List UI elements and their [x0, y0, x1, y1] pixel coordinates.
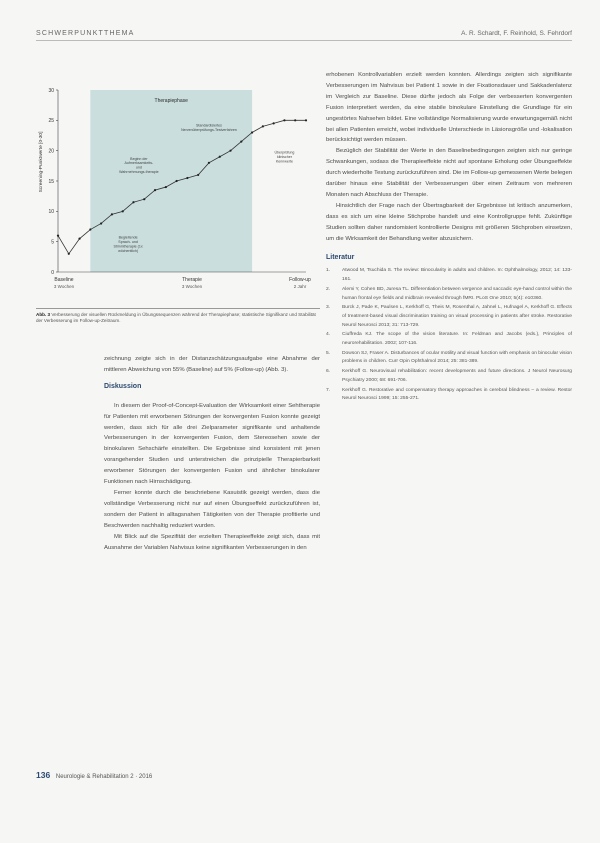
section-header: SCHWERPUNKTTHEMA: [36, 30, 135, 37]
data-point: [143, 198, 145, 200]
data-point: [294, 119, 296, 121]
figure-divider: [36, 308, 320, 309]
y-tick-label: 25: [48, 118, 54, 125]
chart-svg: [36, 82, 320, 300]
page-number: 136: [36, 770, 51, 780]
reference-item: 4. Ciuffreda KJ. The scope of the vision literature. In: Feldman and Jacobs (eds.), Principles of neurorehabilitation. 2002; 107-116.: [326, 332, 572, 347]
annotation-label: Beginn der Aufmerksamkeits-und Wahrnehmungs-therapie: [119, 156, 159, 174]
annotation-label: Begleitende Sprach- und Stimmtherapie (1x wöchentlich): [113, 235, 143, 253]
data-point: [283, 119, 285, 121]
x-tick-label: Therapie: [182, 277, 202, 283]
y-tick-label: 10: [48, 209, 54, 216]
references-list: [326, 267, 572, 404]
discussion-paragraph-2: Ferner konnte durch die beschriebene Kasuistik gezeigt werden, dass die vollständige Verbesserung nicht nur auf einen Übungseffekt zurückzuführen ist, sondern der Patient in alltagsnahen Tätigkeiten von der Therapie profitierte und Beschwerden nachhaltig reduziert wurden.: [104, 489, 320, 529]
author-header: A. R. Schardt, F. Reinhold, S. Fehrdorf: [461, 30, 572, 37]
right-paragraph-1: erhobenen Kontrollvariablen erzielt werden konnten. Allerdings zeigten sich signifikante Verbesserungen im Nahvisus bei Patient 1 sowie in der Fixationsdauer und Sakkadenlatenz im Vergleich zur Baseline. Diese dürfte jedoch als Folge der verbesserten konvergenten Fusion interpretiert werden, da eine stabile binokulare Einstellung die Grundlage für ein ungestörtes Nahsehen bildet. Eine vollständige Normalisierung wurde erwartungsgemäß nicht bei allen Patienten erreicht, wobei individuelle Unterschiede in Läsionsgröße und -lokalisation berücksichtigt werden müssen.: [326, 72, 572, 144]
y-tick-label: 0: [51, 269, 54, 276]
reference-item: 3. Burck J, Pade K, Paulsen L, Kerkhoff G, Theis M, Rosenthal A, Jahnel L, Hufnagel A, Kerkhoff G. Effects of treatment-based visual discrimination training on visual processing in patients after stroke. Restorative Neurol Neurosci 2013; 31: 713-729.: [326, 305, 572, 328]
annotation-label: Überprüfung klinischer Kennwerte: [274, 150, 295, 164]
y-tick-label: 30: [48, 87, 54, 94]
x-tick-sublabel: 3 Wochen: [181, 284, 203, 289]
data-point: [89, 228, 91, 230]
x-axis: [54, 272, 311, 289]
annotation-label: Standardisiertes Nervenüberprüfungs-Testverfahren: [181, 123, 237, 132]
data-point: [208, 162, 210, 164]
therapy-phase-label: Therapiephase: [154, 98, 188, 104]
data-point: [186, 177, 188, 179]
right-paragraph-3: Hinsichtlich der Frage nach der Übertragbarkeit der Ergebnisse ist kritisch anzumerken, dass es sich um eine kleine Stichprobe handelt und eine Kontrollgruppe fehlt. Zukünftige Studien sollten daher randomisiert kontrollierte Designs mit größeren Stichproben einsetzen, um die Wirksamkeit der Behandlung weiter abzusichern.: [326, 202, 572, 242]
figure-caption-label: Abb. 3: [36, 312, 51, 317]
data-point: [197, 174, 199, 176]
left-text-column: [104, 354, 320, 553]
data-point: [273, 122, 275, 124]
data-point: [122, 210, 124, 212]
reference-item: 1. Atwood M, Tsuchida S. The review: Binocularity in adults and children. In: Ophthalmology, 2012; 14: 133-161.: [326, 268, 572, 283]
data-point: [154, 189, 156, 191]
data-point: [240, 140, 242, 142]
figure-chart: [36, 82, 320, 300]
data-point: [305, 119, 307, 121]
right-paragraph-2: Bezüglich der Stabilität der Werte in den Baselinebedingungen zeigten sich nur geringe Schwankungen, sodass die Therapieeffekte nicht auf spontane Erholung oder Übungseffekte durch wiederholte Testung zurückzuführen sind. Die im Follow-up gemessenen Werte belegen darüber hinaus eine Stabilität der Verbesserungen über einen Zeitraum von mehreren Monaten nach Abschluss der Therapie.: [326, 148, 572, 198]
y-tick-label: 15: [48, 178, 54, 185]
data-point: [251, 131, 253, 133]
y-tick-label: 5: [51, 239, 54, 246]
reference-item: 2. Alemi Y, Cohen BD, Juresa TL. Differentiation between vergence and saccadic eye-hand control within the human frontal eye fields and midbrain revealed through fMRI. PLoS One 2010; 5(4): e10360.: [326, 286, 572, 301]
x-tick-sublabel: 3 Wochen: [53, 284, 75, 289]
y-axis: [48, 88, 58, 276]
figure-caption-text: Verbesserung der visuellen Rückmeldung in Übungssequenzen während der Therapiephase; statistische Signifikanz und Stabilität der Verbesserung im Follow-up-Zeitraum.: [36, 312, 316, 324]
data-point: [229, 150, 231, 152]
references-heading: Literatur: [326, 253, 355, 261]
x-tick-label: Follow-up: [289, 277, 311, 283]
y-tick-label: 20: [48, 148, 54, 155]
data-point: [100, 222, 102, 224]
data-point: [111, 213, 113, 215]
data-point: [57, 235, 59, 237]
data-point: [219, 156, 221, 158]
data-point: [176, 180, 178, 182]
discussion-paragraph-3: Mit Blick auf die Spezifität der erzielten Therapieeffekte zeigt sich, dass mit Ausnahme der Variablen Nahvisus keine signifikanten Verbesserungen in den: [104, 533, 320, 551]
intro-paragraph: zeichnung zeigte sich in der Distanzschätzungsaufgabe eine Abnahme der mittleren Abweichung von 55% (Baseline) auf 5% (Follow-up) (Abb. 3).: [104, 356, 320, 373]
right-text-column: [326, 70, 572, 405]
header-divider: [36, 40, 572, 41]
section-heading-discussion: Diskussion: [104, 382, 142, 390]
discussion-paragraph-1: In diesem der Proof-of-Concept-Evaluation der Wirksamkeit einer Sehtherapie für Patienten mit erworbenen Störungen der konvergenten Fusion konnte gezeigt werden, dass sich für alle drei Zielparameter signifikante und anhaltende Verbesserungen in der konvergenten Fusion, dem Stereosehen sowie der binokularen Sehschärfe einstellten. Die Ergebnisse sind konsistent mit jenen vorangehender Studien und unterstreichen die prinzipielle Therapierbarkeit erworbener Störungen der konvergenten Fusion und ähnlicher binokularer Funktionen nach Hirnschädigung.: [104, 402, 320, 486]
data-point: [132, 201, 134, 203]
y-axis-title: Screening-Punktwerte [0-30]: [39, 131, 44, 193]
data-point: [165, 186, 167, 188]
x-tick-label: Baseline: [54, 277, 74, 283]
journal-name: Neurologie & Rehabilitation 2 · 2016: [55, 774, 153, 780]
data-point: [262, 125, 264, 127]
figure-caption: [36, 312, 320, 325]
x-tick-sublabel: 2 Jahr: [293, 284, 307, 289]
reference-item: 5. Dowson SJ, Fraser A. Disturbances of ocular motility and visual function with emphasis on binocular vision problems in children. Curr Opin Ophthalmol 2014; 25: 381-389.: [326, 350, 572, 365]
page-footer: [36, 770, 152, 780]
reference-item: 6. Kerkhoff G. Neurovisual rehabilitation: recent developments and future directions. J Neurol Neurosurg Psychiatry 2000; 68: 691-706.: [326, 369, 572, 383]
data-point: [68, 253, 70, 255]
data-point: [78, 238, 80, 240]
reference-item: 7. Kerkhoff G. Restorative and compensatory therapy approaches in cerebral blindness – a review. Restor Neurol Neurosci 1999; 15: 255-271.: [326, 387, 572, 402]
